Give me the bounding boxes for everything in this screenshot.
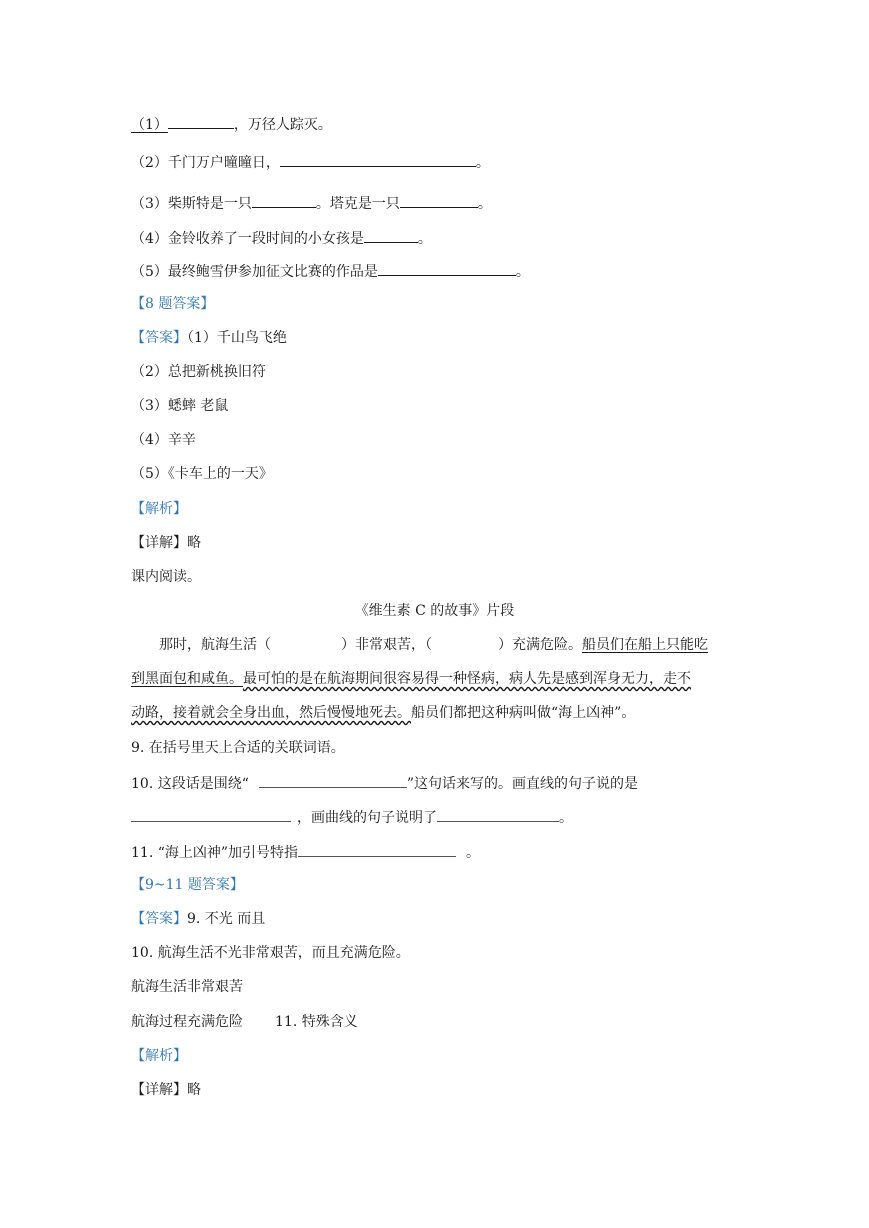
straight-underline-1: 船员们在船上只能吃 bbox=[582, 637, 708, 653]
a8-answer-1 bbox=[131, 328, 287, 348]
reading-p1-a: 那时，航海生活（ bbox=[159, 637, 271, 653]
q8-line-4-post: 。 bbox=[417, 231, 432, 247]
a8-header: 【8 题答案】 bbox=[131, 296, 215, 312]
q10-c: ，画曲线的句子说明了 bbox=[297, 810, 437, 826]
a8-answer-3: （3）蟋蟀 老鼠 bbox=[131, 398, 229, 414]
a10-answer-b: 航海生活非常艰苦 bbox=[131, 979, 243, 995]
a10-answer-c bbox=[131, 1012, 358, 1032]
q8-line-5-pre: （5）最终鲍雪伊参加征文比赛的作品是 bbox=[131, 264, 378, 280]
a8-answer-4: （4）辛辛 bbox=[131, 432, 196, 448]
reading-intro: 课内阅读。 bbox=[131, 569, 201, 585]
a9-11-detail: 【详解】略 bbox=[131, 1082, 201, 1098]
a9-answer bbox=[131, 909, 265, 929]
q8-line-3 bbox=[131, 192, 492, 214]
q8-line-3-mid: 。塔克是一只 bbox=[315, 196, 400, 212]
q8-line-3-post: 。 bbox=[477, 196, 492, 212]
q10-b: ”这句话来写的。画直线的句子说的是 bbox=[406, 776, 639, 792]
blank-1 bbox=[168, 113, 234, 129]
question-11 bbox=[131, 841, 480, 863]
a8-answer-tag: 【答案】 bbox=[131, 330, 187, 346]
a9-11-header: 【9~11 题答案】 bbox=[131, 877, 244, 893]
q8-line-2 bbox=[131, 151, 490, 173]
a10c-text: 航海过程充满危险 bbox=[131, 1014, 243, 1030]
wavy-underline-2: 动路，接着就会全身出血，然后慢慢地死去。 bbox=[131, 705, 411, 721]
blank-3a bbox=[252, 192, 316, 208]
blank-2 bbox=[280, 151, 476, 167]
q8-line-1-text: ，万径人踪灭。 bbox=[233, 117, 332, 133]
a9-text: 9. 不光 而且 bbox=[187, 911, 266, 927]
a9-11-analysis: 【解析】 bbox=[131, 1048, 187, 1064]
question-10-line-2 bbox=[131, 806, 573, 828]
blank-5 bbox=[378, 260, 516, 276]
q10-a: 10. 这段话是围绕“ bbox=[131, 776, 249, 792]
blank-11 bbox=[298, 841, 456, 857]
q11-b: 。 bbox=[466, 845, 481, 861]
q8-line-3-pre: （3）柴斯特是一只 bbox=[131, 196, 252, 212]
reading-p3-tail: 船员们都把这种病叫做“海上凶神”。 bbox=[411, 705, 636, 721]
wavy-underline-1: 最可怕的是在航海期间很容易得一种怪病，病人先是感到浑身无力，走不 bbox=[243, 671, 691, 687]
a9-11-answer-tag: 【答案】 bbox=[131, 911, 187, 927]
blank-10c bbox=[437, 806, 559, 822]
q8-line-1-num: （1） bbox=[131, 117, 168, 133]
blank-4 bbox=[364, 227, 418, 243]
q8-line-4 bbox=[131, 227, 432, 249]
q8-line-2-post: 。 bbox=[475, 155, 490, 171]
blank-3b bbox=[400, 192, 478, 208]
reading-para-line-2 bbox=[131, 669, 691, 689]
reading-para-line-1 bbox=[159, 635, 708, 655]
q8-line-4-pre: （4）金铃收养了一段时间的小女孩是 bbox=[131, 231, 364, 247]
q8-line-2-pre: （2）千门万户曈曈日， bbox=[131, 155, 280, 171]
a8-answer-1-text: （1）千山鸟飞绝 bbox=[187, 330, 287, 346]
reading-title: 《维生素 C 的故事》片段 bbox=[354, 603, 515, 619]
reading-para-line-3 bbox=[131, 703, 635, 723]
blank-10b bbox=[131, 806, 291, 822]
reading-p1-b: ）非常艰苦，（ bbox=[341, 637, 432, 653]
q10-d: 。 bbox=[559, 810, 573, 826]
q11-a: 11. “海上凶神”加引号特指 bbox=[131, 845, 299, 861]
question-10-line-1 bbox=[131, 772, 638, 794]
a10-answer: 10. 航海生活不光非常艰苦，而且充满危险。 bbox=[131, 945, 410, 961]
q8-line-5 bbox=[131, 260, 530, 282]
reading-p1-c: ）充满危险。 bbox=[498, 637, 582, 653]
a11-text: 11. 特殊含义 bbox=[275, 1014, 358, 1030]
blank-10a bbox=[259, 772, 407, 788]
a8-answer-5: （5）《卡车上的一天》 bbox=[131, 466, 273, 482]
q8-line-5-post: 。 bbox=[515, 264, 530, 280]
a8-detail: 【详解】略 bbox=[131, 535, 201, 551]
straight-underline-2: 到黑面包和咸鱼。 bbox=[131, 671, 243, 687]
question-9: 9. 在括号里天上合适的关联词语。 bbox=[131, 740, 345, 756]
a8-analysis: 【解析】 bbox=[131, 501, 187, 517]
q8-line-1 bbox=[131, 113, 332, 135]
a8-answer-2: （2）总把新桃换旧符 bbox=[131, 364, 266, 380]
